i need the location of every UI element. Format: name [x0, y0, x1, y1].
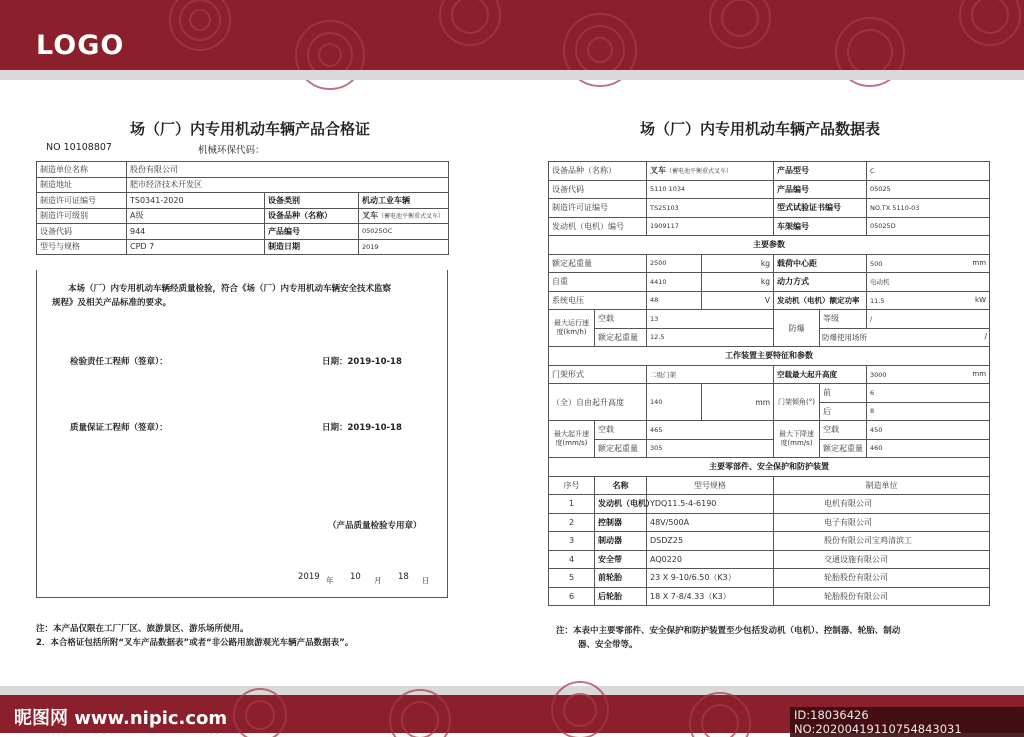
cell-label: 后 [820, 402, 867, 421]
certificate-title: 场（厂）内专用机动车辆产品合格证 [130, 120, 371, 138]
unit: kW [975, 295, 987, 304]
cell-label: 前 [820, 384, 867, 403]
cell: 3 [549, 532, 595, 551]
value: 500 [870, 259, 883, 268]
certificate-number: NO 10108807 [46, 142, 112, 153]
issue-day: 18 [398, 572, 409, 582]
value: 3000 [870, 370, 887, 379]
table-row [549, 550, 990, 569]
column-header: 名称 [595, 476, 647, 495]
qa-signature-label: 质量保证工程师（签章）： [70, 423, 168, 433]
cell-value: A级 [127, 208, 265, 224]
cell-label: 最大运行速度(km/h) [549, 310, 595, 347]
table-row [37, 162, 449, 178]
cell-value-main: 叉车 [362, 211, 378, 221]
quality-seal-label: （产品质量检验专用章） [328, 521, 422, 531]
month-unit: 月 [374, 576, 382, 585]
cell-label: 制造单位名称 [37, 162, 127, 178]
left-note-1: 注：本产品仅限在工厂厂区、旅游景区、游乐场所使用。 [36, 624, 249, 634]
table-row [37, 208, 449, 224]
cell: 48V/500A [647, 513, 774, 532]
cell: 控制器 [595, 513, 647, 532]
cell-label: 型号与规格 [37, 239, 127, 255]
table-row [549, 569, 990, 588]
cell-label: 额定起重量 [595, 439, 647, 458]
watermark-id: ID:18036426 NO:20200419110754843031 [790, 707, 1024, 737]
section-working-device: 工作装置主要特征和参数 [549, 347, 990, 366]
table-row [549, 162, 990, 181]
cell: 轮胎股份有限公司 [774, 569, 990, 588]
table-row [37, 193, 449, 209]
cell-label: 最大起升速度(mm/s) [549, 421, 595, 458]
cell-pair [820, 328, 990, 347]
cell: 5 [549, 569, 595, 588]
column-header: 型号规格 [647, 476, 774, 495]
table-row [549, 291, 990, 310]
column-header: 序号 [549, 476, 595, 495]
section-main-params: 主要参数 [549, 236, 990, 255]
watermark-site: 昵图网 www.nipic.com [14, 708, 228, 729]
cell-label: 发动机（电机）编号 [549, 217, 647, 236]
cell-label: 空载 [595, 310, 647, 329]
left-note-2: 2．本合格证包括所附“叉车产品数据表”或者“非公路用旅游观光车辆产品数据表”。 [36, 638, 354, 648]
cell-label: 制造日期 [265, 239, 359, 255]
cell: 股份有限公司宝鸡清滨工 [774, 532, 990, 551]
table-row [549, 439, 990, 458]
cell-value: CPD 7 [127, 239, 265, 255]
cell-label: 载荷中心距 [774, 254, 867, 273]
unit: mm [972, 369, 987, 378]
table-row [549, 384, 990, 403]
cell-unit: kg [702, 273, 774, 292]
cell-value [359, 208, 449, 224]
cell-unit: mm [702, 384, 774, 421]
cell-label: 设备代码 [549, 180, 647, 199]
table-row [549, 273, 990, 292]
cell-value: 8 [867, 402, 990, 421]
cell: 电机有限公司 [774, 495, 990, 514]
cell-label: 动力方式 [774, 273, 867, 292]
cell: 交通设施有限公司 [774, 550, 990, 569]
label: 防爆使用场所 [822, 332, 868, 342]
cell-value: 二级门架 [647, 365, 774, 384]
cell-value-sub: （蓄电池平衡重式叉车） [666, 168, 733, 176]
cell-value: 电动机 [867, 273, 990, 292]
cell: 2 [549, 513, 595, 532]
cell-value: TS25103 [647, 199, 774, 218]
cell-label: 设备品种（名称） [265, 208, 359, 224]
cell-value: C [867, 162, 990, 181]
table-header-row [549, 476, 990, 495]
cell-value: 2019 [359, 239, 449, 255]
table-row [549, 495, 990, 514]
cell-value: TS0341-2020 [127, 193, 265, 209]
cell-value: 460 [867, 439, 990, 458]
table-row [549, 328, 990, 347]
footer-strip [0, 686, 1024, 695]
table-row [549, 532, 990, 551]
table-row [549, 310, 990, 329]
cell-value-sub: （蓄电池平衡重式叉车） [378, 213, 445, 221]
table-row [549, 421, 990, 440]
cell-label: 产品编号 [774, 180, 867, 199]
cell-label: 设备品种（名称） [549, 162, 647, 181]
table-row [549, 254, 990, 273]
issue-month: 10 [350, 572, 361, 582]
table-row [549, 365, 990, 384]
table-row [37, 239, 449, 255]
env-code-label: 机械环保代码： [198, 145, 265, 156]
cell-label: 制造许可级别 [37, 208, 127, 224]
certificate-body [36, 270, 448, 598]
cell-label: 设备类别 [265, 193, 359, 209]
cell: 发动机（电机） [595, 495, 647, 514]
cell: DSDZ25 [647, 532, 774, 551]
cell-value: 305 [647, 439, 774, 458]
cell-label: 额定起重量 [549, 254, 647, 273]
cell-value: 48 [647, 291, 702, 310]
cell-label: （全）自由起升高度 [549, 384, 647, 421]
cell-unit: V [702, 291, 774, 310]
right-note-2: 器、安全带等。 [578, 640, 638, 650]
cell-value: 12.5 [647, 328, 774, 347]
cell-label: 制造地址 [37, 177, 127, 193]
cell-label: 产品编号 [265, 224, 359, 240]
cell-value: 05025OC [359, 224, 449, 240]
cell-label: 防爆 [774, 310, 820, 347]
qa-date: 日期：2019-10-18 [322, 423, 402, 433]
cell-value: 944 [127, 224, 265, 240]
table-row [37, 224, 449, 240]
certificate-table [36, 161, 449, 255]
cell-label: 型式试验证书编号 [774, 199, 867, 218]
table-row [549, 587, 990, 606]
cell: 6 [549, 587, 595, 606]
cell-value: 140 [647, 384, 702, 421]
cell: 18 X 7-8/4.33（K3） [647, 587, 774, 606]
cell-label: 制造许可证编号 [549, 199, 647, 218]
value: / [984, 331, 988, 341]
cell-label: 产品型号 [774, 162, 867, 181]
right-note-1: 注：本表中主要零部件、安全保护和防护装置至少包括发动机（电机）、控制器、轮胎、制动 [556, 626, 901, 636]
table-row [549, 199, 990, 218]
cell-value: / [867, 310, 990, 329]
table-row [549, 180, 990, 199]
header-strip [0, 70, 1024, 80]
cell-value [867, 365, 990, 384]
cell: 4 [549, 550, 595, 569]
cell: 制动器 [595, 532, 647, 551]
statement-line-2: 规程》及相关产品标准的要求。 [52, 298, 172, 308]
section-parts: 主要零部件、安全保护和防护装置 [549, 458, 990, 477]
cell-label: 发动机（电机）额定功率 [774, 291, 867, 310]
cell: 前轮胎 [595, 569, 647, 588]
cell-value: 5110 1034 [647, 180, 774, 199]
cell-value: NO.TX 5110-03 [867, 199, 990, 218]
cell-value: 450 [867, 421, 990, 440]
cell-value: 4410 [647, 273, 702, 292]
cell-value: 13 [647, 310, 774, 329]
cell-label: 系统电压 [549, 291, 647, 310]
cell: 轮胎股份有限公司 [774, 587, 990, 606]
cell-value [647, 162, 774, 181]
issue-year: 2019 [298, 572, 320, 582]
cell-label: 额定起重量 [595, 328, 647, 347]
cell: 安全带 [595, 550, 647, 569]
cell-value: 肥市经济技术开发区 [127, 177, 449, 193]
inspector-date: 日期：2019-10-18 [322, 357, 402, 367]
inspector-signature-label: 检验责任工程师（签章）： [70, 357, 168, 367]
cell-label: 额定起重量 [820, 439, 867, 458]
cell-label: 设备代码 [37, 224, 127, 240]
cell-label: 自重 [549, 273, 647, 292]
cell: AQ0220 [647, 550, 774, 569]
cell-value: 05025D [867, 217, 990, 236]
cell-value: 1909117 [647, 217, 774, 236]
cell-label: 门架倾角(°) [774, 384, 820, 421]
datasheet-table [548, 161, 990, 606]
cell-value: 股份有限公司 [127, 162, 449, 178]
cell-unit: kg [702, 254, 774, 273]
cell-value: 6 [867, 384, 990, 403]
cell-label: 空载 [595, 421, 647, 440]
cell-value [867, 291, 990, 310]
day-unit: 日 [422, 576, 430, 585]
cell-value: 2500 [647, 254, 702, 273]
table-row [549, 513, 990, 532]
cell: 后轮胎 [595, 587, 647, 606]
cell: 电子有限公司 [774, 513, 990, 532]
datasheet-title: 场（厂）内专用机动车辆产品数据表 [640, 120, 881, 138]
cell-label: 最大下降速度(mm/s) [774, 421, 820, 458]
table-row [37, 177, 449, 193]
cell-value-main: 叉车 [650, 166, 666, 176]
cell-label: 门架形式 [549, 365, 647, 384]
cell-label: 空载 [820, 421, 867, 440]
cell: 1 [549, 495, 595, 514]
value: 11.5 [870, 296, 885, 305]
table-row [549, 217, 990, 236]
unit: mm [972, 258, 987, 267]
header-band [0, 0, 1024, 70]
cell: 23 X 9-10/6.50（K3） [647, 569, 774, 588]
cell-value: 机动工业车辆 [359, 193, 449, 209]
cell-value: 465 [647, 421, 774, 440]
column-header: 制造单位 [774, 476, 990, 495]
cell-value [867, 254, 990, 273]
cell-label: 空载最大起升高度 [774, 365, 867, 384]
year-unit: 年 [326, 576, 334, 585]
statement-line-1: 本场（厂）内专用机动车辆经质量检验，符合《场（厂）内专用机动车辆安全技术监察 [68, 284, 392, 294]
cell-value: 05025 [867, 180, 990, 199]
cell-label: 制造许可证编号 [37, 193, 127, 209]
cell: YDQ11.5-4-6190 [647, 495, 774, 514]
cell-label: 等级 [820, 310, 867, 329]
swirl-pattern [0, 0, 1024, 70]
logo: LOGO [36, 30, 125, 61]
cell-label: 车架编号 [774, 217, 867, 236]
